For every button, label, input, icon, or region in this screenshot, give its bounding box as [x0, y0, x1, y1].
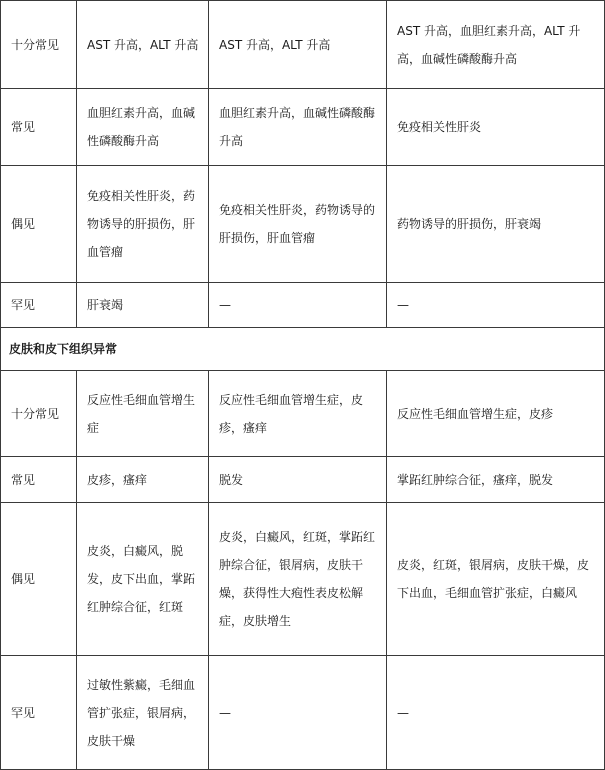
table-cell: 反应性毛细血管增生症	[77, 371, 209, 457]
table-cell: 反应性毛细血管增生症，皮疹，瘙痒	[209, 371, 387, 457]
frequency-cell: 十分常见	[1, 371, 77, 457]
table-cell: AST 升高，ALT 升高	[77, 1, 209, 89]
table-row	[1, 371, 605, 457]
frequency-cell: 常见	[1, 89, 77, 166]
table-cell: 反应性毛细血管增生症，皮疹	[387, 371, 605, 457]
table-cell: 免疫相关性肝炎，药物诱导的肝损伤，肝血管瘤	[77, 166, 209, 283]
table-row	[1, 503, 605, 656]
table-cell: 皮疹，瘙痒	[77, 457, 209, 503]
table-cell: 免疫相关性肝炎，药物诱导的肝损伤，肝血管瘤	[209, 166, 387, 283]
table-cell: 免疫相关性肝炎	[387, 89, 605, 166]
table-cell: AST 升高，ALT 升高	[209, 1, 387, 89]
table-cell: 药物诱导的肝损伤，肝衰竭	[387, 166, 605, 283]
frequency-cell: 罕见	[1, 656, 77, 770]
frequency-cell: 十分常见	[1, 1, 77, 89]
table-cell: —	[387, 656, 605, 770]
table-row	[1, 89, 605, 166]
table-row	[1, 1, 605, 89]
table-cell: 掌跖红肿综合征，瘙痒，脱发	[387, 457, 605, 503]
section-header-row	[1, 328, 605, 371]
table-cell: AST 升高，血胆红素升高，ALT 升高，血碱性磷酸酶升高	[387, 1, 605, 89]
table-cell: 血胆红素升高，血碱性磷酸酶升高	[77, 89, 209, 166]
frequency-cell: 常见	[1, 457, 77, 503]
table-cell: —	[209, 656, 387, 770]
table-row	[1, 283, 605, 328]
table-cell: 皮炎，白癜风，脱发，皮下出血，掌跖红肿综合征，红斑	[77, 503, 209, 656]
section-title: 皮肤和皮下组织异常	[1, 328, 605, 371]
table-cell: 血胆红素升高，血碱性磷酸酶升高	[209, 89, 387, 166]
table-row	[1, 166, 605, 283]
frequency-cell: 偶见	[1, 166, 77, 283]
frequency-cell: 偶见	[1, 503, 77, 656]
table-cell: —	[387, 283, 605, 328]
table-cell: 脱发	[209, 457, 387, 503]
frequency-cell: 罕见	[1, 283, 77, 328]
table-cell: —	[209, 283, 387, 328]
table-cell: 肝衰竭	[77, 283, 209, 328]
table-cell: 过敏性紫癜，毛细血管扩张症，银屑病，皮肤干燥	[77, 656, 209, 770]
table-row	[1, 656, 605, 770]
table-row	[1, 457, 605, 503]
table-cell: 皮炎，白癜风，红斑，掌跖红肿综合征，银屑病，皮肤干燥，获得性大疱性表皮松解症，皮肤增生	[209, 503, 387, 656]
table-cell: 皮炎，红斑，银屑病，皮肤干燥，皮下出血，毛细血管扩张症，白癜风	[387, 503, 605, 656]
